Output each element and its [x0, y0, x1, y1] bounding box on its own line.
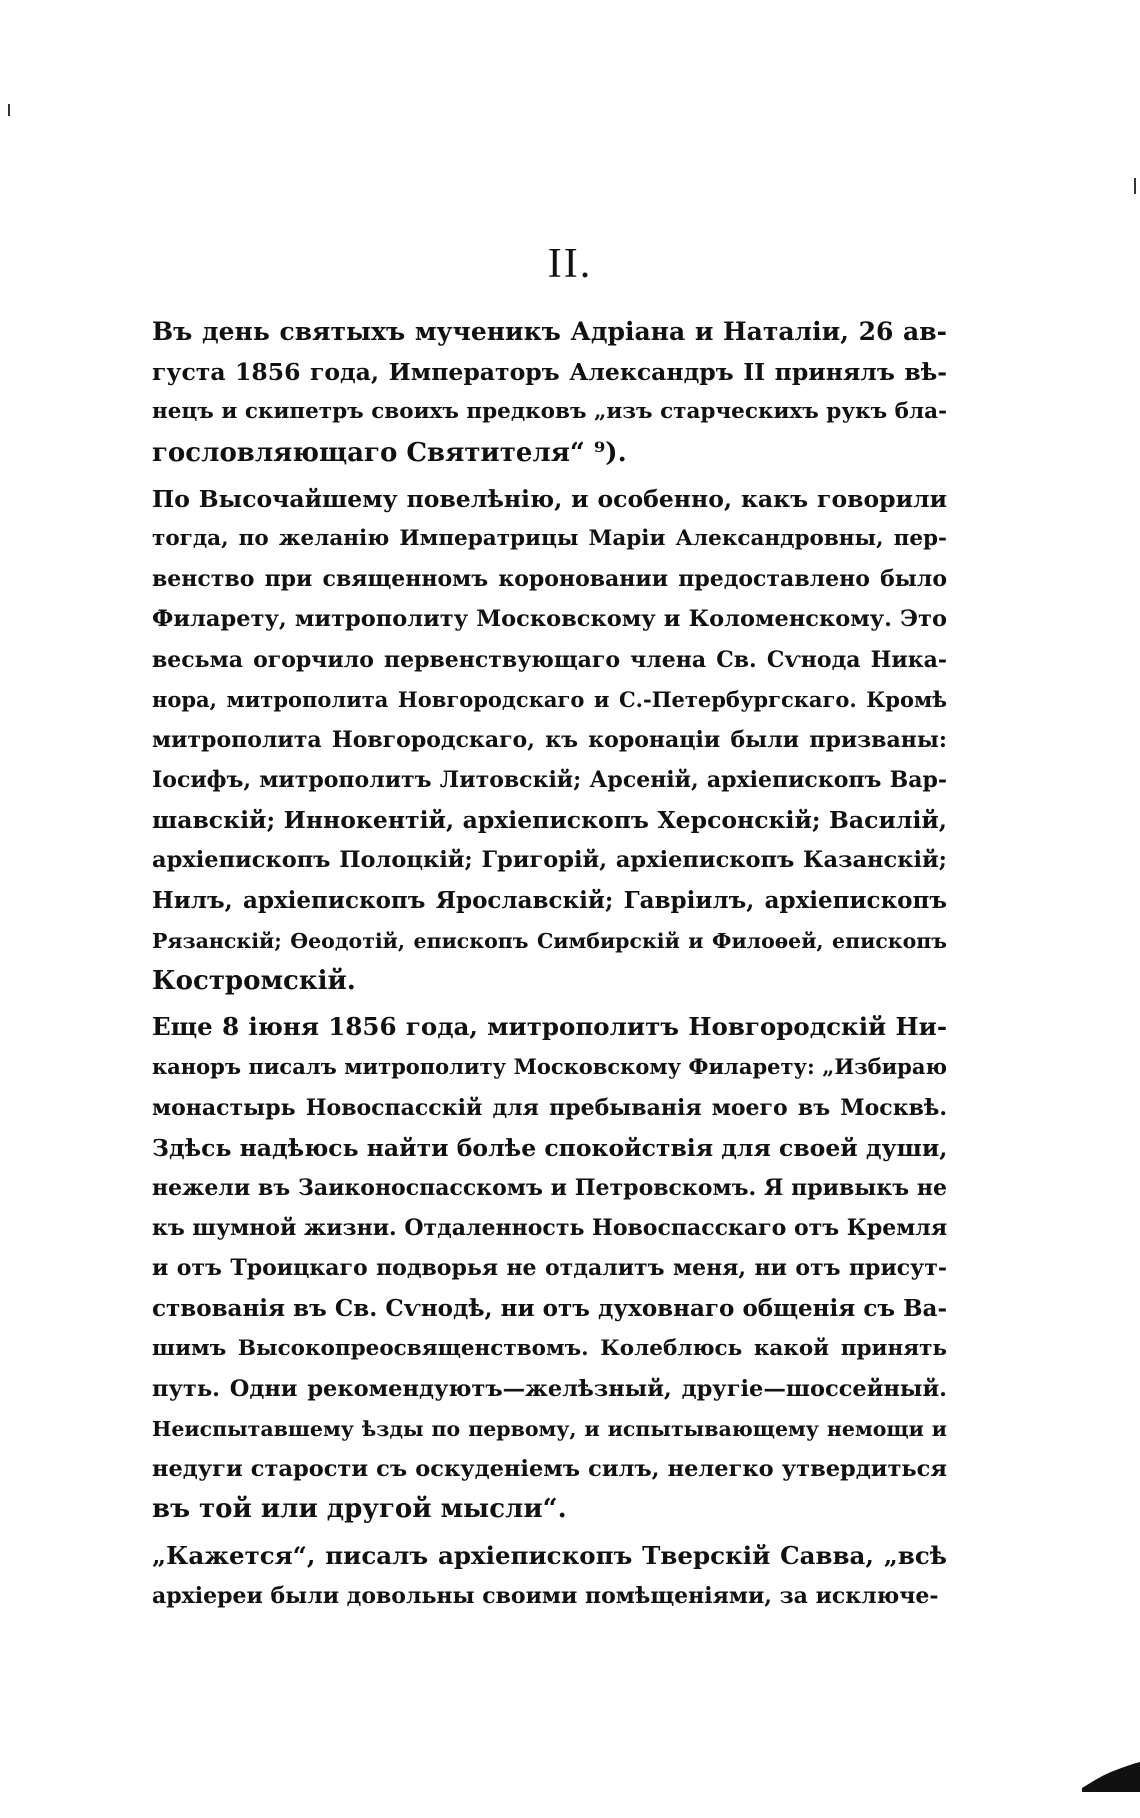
- text-line: каноръ писалъ митрополиту Московскому Филарету: „Избираю: [152, 1054, 947, 1080]
- text-line: Филарету, митрополиту Московскому и Коломенскому. Это: [152, 606, 947, 633]
- paragraph: [152, 1007, 947, 1529]
- text-line: „Кажется“, писалъ архіепископъ Тверскій Савва, „всѣ: [152, 1540, 947, 1570]
- text-line: архіепископъ Полоцкій; Григорій, архіепископъ Казанскій;: [152, 847, 947, 874]
- paragraph: [152, 1536, 947, 1616]
- text-line: и отъ Троицкаго подворья не отдалитъ меня, ни отъ присут-: [152, 1255, 947, 1282]
- text-line: Еще 8 іюня 1856 года, митрополитъ Новгородскій Ни-: [152, 1012, 947, 1042]
- paragraph: [152, 479, 947, 1001]
- text-line: тогда, по желанію Императрицы Маріи Александровны, пер-: [152, 525, 947, 551]
- text-line: По Высочайшему повелѣнію, и особенно, какъ говорили: [152, 484, 947, 513]
- text-line: путь. Одни рекомендуютъ—желѣзный, другіе—шоссейный.: [152, 1375, 947, 1402]
- text-line: митрополита Новгородскаго, къ коронаціи были призваны:: [152, 726, 947, 753]
- text-line: къ шумной жизни. Отдаленность Новоспасскаго отъ Кремля: [152, 1215, 948, 1242]
- text-line: Здѣсь надѣюсь найти болѣе спокойствія для своей души,: [152, 1133, 948, 1162]
- chapter-number: II.: [547, 241, 593, 287]
- text-line: ствованія въ Св. Сѵнодѣ, ни отъ духовнаго общенія съ Ва-: [152, 1294, 947, 1322]
- text-line: нежели въ Заиконоспасскомъ и Петровскомъ. Я привыкъ не: [152, 1174, 947, 1201]
- margin-mark-left: [8, 104, 10, 116]
- text-line: Костромскій.: [152, 966, 356, 996]
- text-line: шимъ Высокопреосвященствомъ. Колеблюсь какой принять: [152, 1335, 947, 1361]
- text-line: густа 1856 года, Императоръ Александръ II принялъ вѣ-: [152, 358, 947, 387]
- body-text: [152, 312, 947, 1616]
- text-line: гословляющаго Святителя“ ⁹).: [152, 437, 627, 468]
- ink-blot-mark: [1082, 1762, 1140, 1792]
- text-line: недуги старости съ оскуденіемъ силъ, нелегко утвердиться: [152, 1456, 947, 1483]
- text-line: весьма огорчило первенствующаго члена Св. Сѵнода Ника-: [152, 646, 947, 673]
- text-line: въ той или другой мысли“.: [152, 1494, 567, 1525]
- text-line: нора, митрополита Новгородскаго и С.-Петербургскаго. Кромѣ: [152, 686, 947, 712]
- text-line: Рязанскій; Ѳеодотій, епископъ Симбирскій и Филоѳей, епископъ: [152, 928, 947, 953]
- text-line: Іосифъ, митрополитъ Литовскій; Арсеній, архіепископъ Вар-: [152, 767, 947, 794]
- text-line: монастырь Новоспасскій для пребыванія моего въ Москвѣ.: [152, 1094, 947, 1121]
- text-line: Неиспытавшему ѣзды по первому, и испытывающему немощи и: [152, 1417, 947, 1442]
- paragraph: [152, 312, 947, 473]
- text-line: венство при священномъ короновании предоставлено было: [152, 566, 947, 593]
- text-line: Въ день святыхъ мученикъ Адріана и Наталіи, 26 ав-: [152, 317, 947, 346]
- text-line: шавскій; Иннокентій, архіепископъ Херсонскій; Василій,: [152, 806, 947, 835]
- margin-mark-right: [1134, 178, 1136, 194]
- text-line: нецъ и скипетръ своихъ предковъ „изъ старческихъ рукъ бла-: [152, 399, 947, 425]
- text-line: архіереи были довольны своими помѣщеніями, за исключе-: [152, 1582, 939, 1609]
- text-line: Нилъ, архіепископъ Ярославскій; Гавріилъ, архіепископъ: [152, 886, 947, 914]
